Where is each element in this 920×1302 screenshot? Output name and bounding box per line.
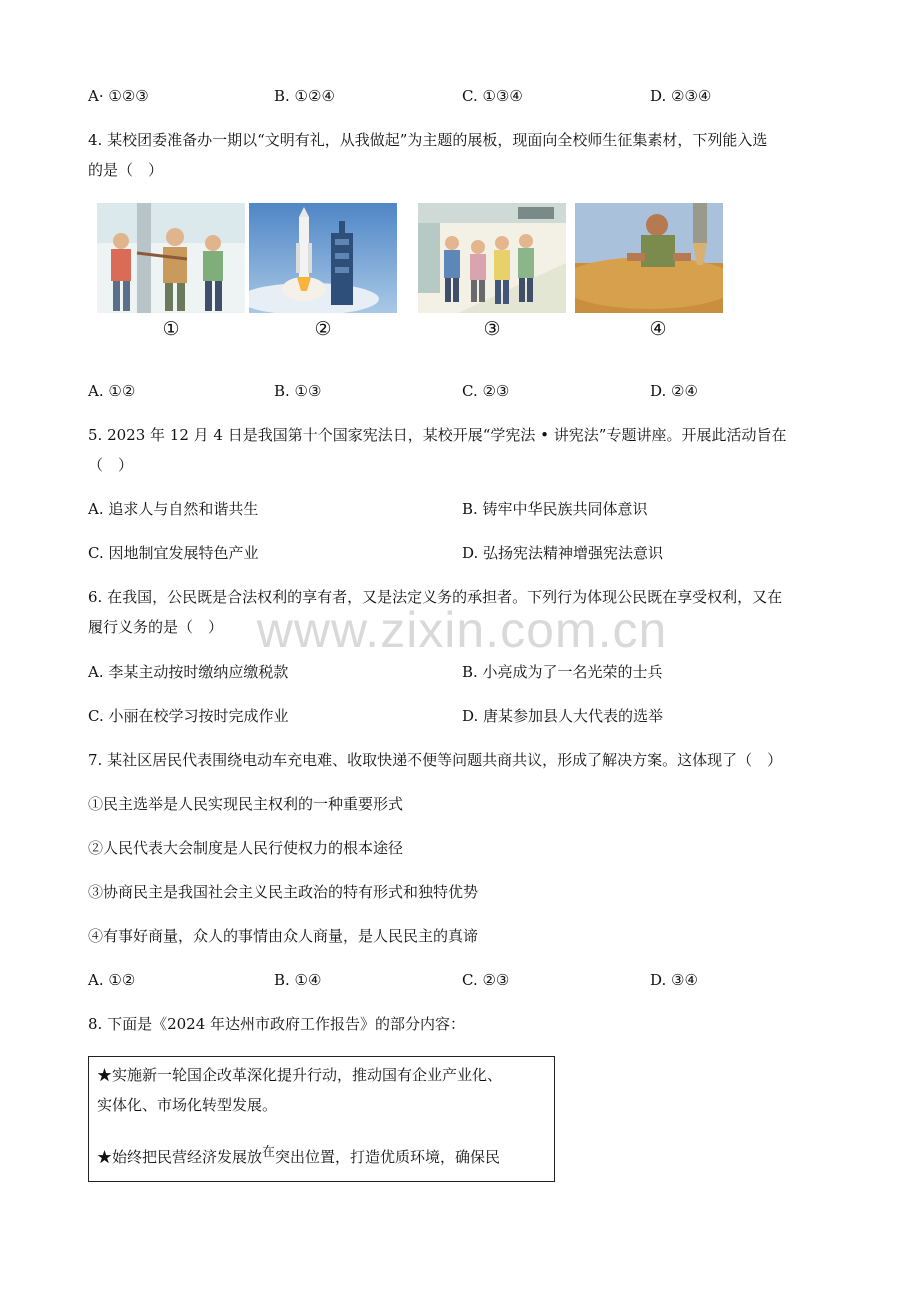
q4-image-label-4: ④ bbox=[649, 318, 667, 340]
watermark: www.zixin.com.cn bbox=[256, 602, 668, 658]
q5-option-c[interactable]: C. 因地制宜发展特色产业 bbox=[88, 544, 259, 562]
q4-image-label-1: ① bbox=[162, 318, 180, 340]
q4-image-label-2: ② bbox=[314, 318, 332, 340]
q3-option-a[interactable]: A· ①②③ bbox=[88, 87, 149, 105]
q5-option-a[interactable]: A. 追求人与自然和谐共生 bbox=[88, 500, 259, 518]
q7-stem-line1: 7. 某社区居民代表围绕电动车充电难、收取快递不便等问题共商共议，形成了解决方案。这体现了（ ） bbox=[88, 751, 783, 769]
q4-image-3-subway-queue bbox=[418, 203, 566, 313]
q8-box-line3-raised-char: 在 bbox=[262, 1145, 276, 1160]
q3-option-c[interactable]: C. ①③④ bbox=[462, 87, 523, 105]
q7-option-b[interactable]: B. ①④ bbox=[274, 971, 322, 989]
q8-box-line2: 实体化、市场化转型发展。 bbox=[97, 1096, 278, 1114]
q8-report-excerpt-box bbox=[88, 1056, 555, 1182]
q5-option-d[interactable]: D. 弘扬宪法精神增强宪法意识 bbox=[462, 544, 664, 562]
q4-stem-line1: 4. 某校团委准备办一期以“文明有礼，从我做起”为主题的展板，现面向全校师生征集素材，下列能入选 bbox=[88, 131, 768, 149]
q7-statement-2: ②人民代表大会制度是人民行使权力的根本途径 bbox=[88, 839, 404, 857]
q6-stem-line2: 履行义务的是（ ） bbox=[88, 618, 224, 636]
q6-option-d[interactable]: D. 唐某参加县人大代表的选举 bbox=[462, 707, 664, 725]
q6-option-c[interactable]: C. 小丽在校学习按时完成作业 bbox=[88, 707, 289, 725]
q4-image-2-rocket-launch bbox=[249, 203, 397, 313]
q8-box-line1: ★实施新一轮国企改革深化提升行动，推动国有企业产业化、 bbox=[97, 1066, 503, 1084]
q3-option-b[interactable]: B. ①②④ bbox=[274, 87, 335, 105]
q4-option-a[interactable]: A. ①② bbox=[88, 382, 136, 400]
q5-stem-line2: （ ） bbox=[88, 456, 134, 474]
q6-stem-line1: 6. 在我国，公民既是合法权利的享有者，又是法定义务的承担者。下列行为体现公民既在享受权利，又在 bbox=[88, 588, 783, 606]
q7-option-d[interactable]: D. ③④ bbox=[650, 971, 698, 989]
q7-statement-1: ①民主选举是人民实现民主权利的一种重要形式 bbox=[88, 795, 404, 813]
q7-option-c[interactable]: C. ②③ bbox=[462, 971, 510, 989]
q4-image-4-farmer-grain bbox=[575, 203, 723, 313]
q6-option-b[interactable]: B. 小亮成为了一名光荣的士兵 bbox=[462, 663, 663, 681]
q4-image-label-3: ③ bbox=[483, 318, 501, 340]
q8-box-line3 bbox=[97, 1147, 500, 1169]
q4-image-1-cleaning-pole bbox=[97, 203, 245, 313]
q4-option-d[interactable]: D. ②④ bbox=[650, 382, 698, 400]
q5-option-b[interactable]: B. 铸牢中华民族共同体意识 bbox=[462, 500, 648, 518]
q8-box-line3-part2: 突出位置，打造优质环境，确保民 bbox=[275, 1148, 501, 1166]
q7-statement-4: ④有事好商量，众人的事情由众人商量，是人民民主的真谛 bbox=[88, 927, 479, 945]
q4-option-c[interactable]: C. ②③ bbox=[462, 382, 510, 400]
q4-stem-line2: 的是（ ） bbox=[88, 161, 164, 179]
q3-option-d[interactable]: D. ②③④ bbox=[650, 87, 712, 105]
q8-box-line3-part1: ★始终把民营经济发展放 bbox=[97, 1148, 263, 1166]
q8-stem-line1: 8. 下面是《2024 年达州市政府工作报告》的部分内容： bbox=[88, 1015, 466, 1033]
q4-option-b[interactable]: B. ①③ bbox=[274, 382, 322, 400]
q7-statement-3: ③协商民主是我国社会主义民主政治的特有形式和独特优势 bbox=[88, 883, 479, 901]
q6-option-a[interactable]: A. 李某主动按时缴纳应缴税款 bbox=[88, 663, 289, 681]
q7-option-a[interactable]: A. ①② bbox=[88, 971, 136, 989]
q5-stem-line1: 5. 2023 年 12 月 4 日是我国第十个国家宪法日，某校开展“学宪法 • 讲宪法”专题讲座。开展此活动旨在 bbox=[88, 426, 787, 444]
